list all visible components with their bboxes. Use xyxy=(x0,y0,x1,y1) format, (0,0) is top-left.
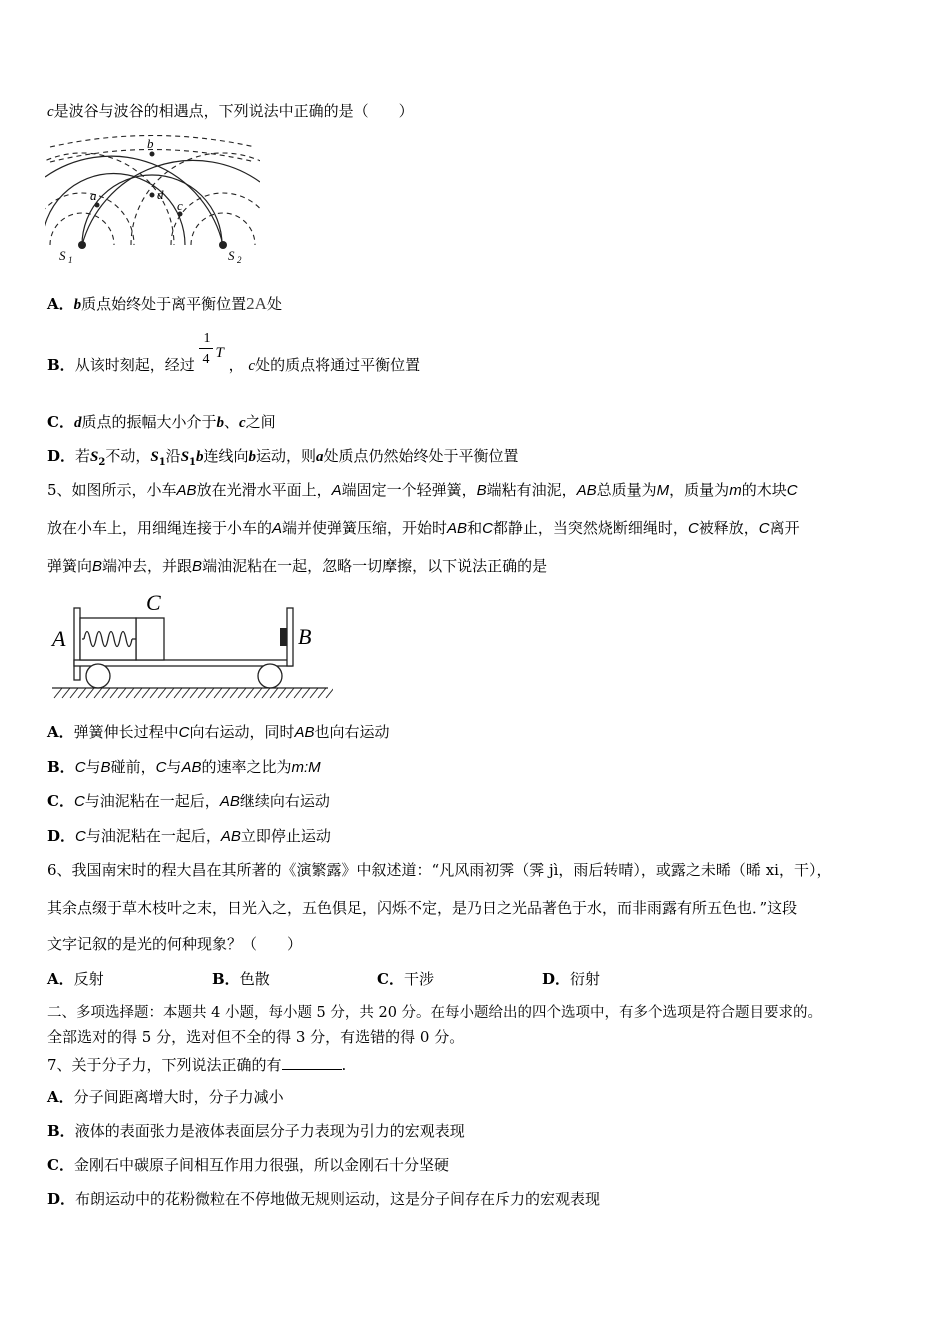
label-s2-sub: 2 xyxy=(237,255,242,265)
q4-option-d[interactable]: D．若$S_2$不动，$S_1$沿$S_1b$连线向b运动，则a处质点仍然始终处于平衡位置 xyxy=(47,447,519,468)
q6-stem-line1: 6、我国南宋时的程大昌在其所著的《演繁露》中叙述道：“凡风雨初霁（霁 jì，雨后转晴），或露之未晞（晞 xi，干）， xyxy=(47,861,832,879)
section2-line2: 全部选对的得 5 分，选对但不全的得 3 分，有选错的得 0 分。 xyxy=(47,1028,465,1046)
q5-option-a[interactable]: A．弹簧伸长过程中C向右运动，同时AB也向右运动 xyxy=(47,723,390,741)
label-s1: S xyxy=(59,248,66,263)
q7-stem: 7、关于分子力，下列说法正确的有 . xyxy=(47,1056,347,1074)
label-B: B xyxy=(298,624,312,649)
q5-stem-line1: 5、如图所示，小车AB放在光滑水平面上，A端固定一个轻弹簧，B端粘有油泥，AB总质量为M，质量为m的木块C xyxy=(47,481,798,499)
label-C: C xyxy=(146,590,161,615)
q6-option-c[interactable]: C．干涉 xyxy=(377,970,434,988)
label-s1-sub: 1 xyxy=(68,255,73,265)
cart-spring-figure xyxy=(48,588,333,708)
q4-option-a[interactable]: A．b质点始终处于离平衡位置2A处 xyxy=(47,294,282,313)
q5-stem-line2: 放在小车上，用细绳连接于小车的A端并使弹簧压缩，开始时AB和C都静止，当突然烧断细绳时，C被释放，C离开 xyxy=(47,519,800,537)
label-A: A xyxy=(52,626,66,651)
q4-stem-var: c xyxy=(47,104,54,120)
q7-option-b[interactable]: B．液体的表面张力是液体表面层分子力表现为引力的宏观表现 xyxy=(47,1122,465,1140)
q7-option-d[interactable]: D．布朗运动中的花粉微粒在不停地做无规则运动，这是分子间存在斥力的宏观表现 xyxy=(47,1190,601,1208)
answer-blank[interactable] xyxy=(282,1055,342,1070)
q6-option-d[interactable]: D．衍射 xyxy=(542,970,601,988)
q5-stem-line3: 弹簧向B端冲去，并跟B端油泥粘在一起，忽略一切摩擦，以下说法正确的是 xyxy=(47,557,548,575)
label-d: d xyxy=(157,187,164,202)
label-a: a xyxy=(90,188,97,203)
q6-option-a[interactable]: A．反射 xyxy=(47,970,104,988)
q4-stem-text: 是波谷与波谷的相遇点，下列说法中正确的是（ ） xyxy=(53,102,414,120)
section2-line1: 二、多项选择题：本题共 4 小题，每小题 5 分，共 20 分。在每小题给出的四个选项中，有多个选项是符合题目要求的。 xyxy=(47,1005,823,1021)
q4-stem xyxy=(47,101,414,122)
label-s2: S xyxy=(228,248,235,263)
q4-option-b[interactable]: B．从该时刻起，经过 $\frac{1}{4}$ T ， c处的质点将通过平衡位置 xyxy=(47,331,421,374)
q6-stem-line3: 文字记叙的是光的何种现象？（ ） xyxy=(47,935,303,953)
q7-option-c[interactable]: C．金刚石中碳原子间相互作用力很强，所以金刚石十分坚硬 xyxy=(47,1156,449,1174)
q5-option-b[interactable]: B．C与B碰前，C与AB的速率之比为m:M xyxy=(47,758,321,776)
q4-option-c[interactable]: C．d质点的振幅大小介于b、c之间 xyxy=(47,413,276,431)
label-c: c xyxy=(177,198,183,213)
q6-stem-line2: 其余点缀于草木枝叶之末，日光入之，五色俱足，闪烁不定，是乃日之光品著色于水，而非雨露有所五色也．”这段 xyxy=(47,899,798,917)
q6-option-b[interactable]: B．色散 xyxy=(212,970,270,988)
label-b: b xyxy=(147,136,154,151)
q5-option-c[interactable]: C．C与油泥粘在一起后，AB继续向右运动 xyxy=(47,792,330,810)
q5-option-d[interactable]: D．C与油泥粘在一起后，AB立即停止运动 xyxy=(47,827,331,845)
wave-interference-figure xyxy=(45,132,260,267)
q7-option-a[interactable]: A．分子间距离增大时，分子力减小 xyxy=(47,1088,284,1106)
